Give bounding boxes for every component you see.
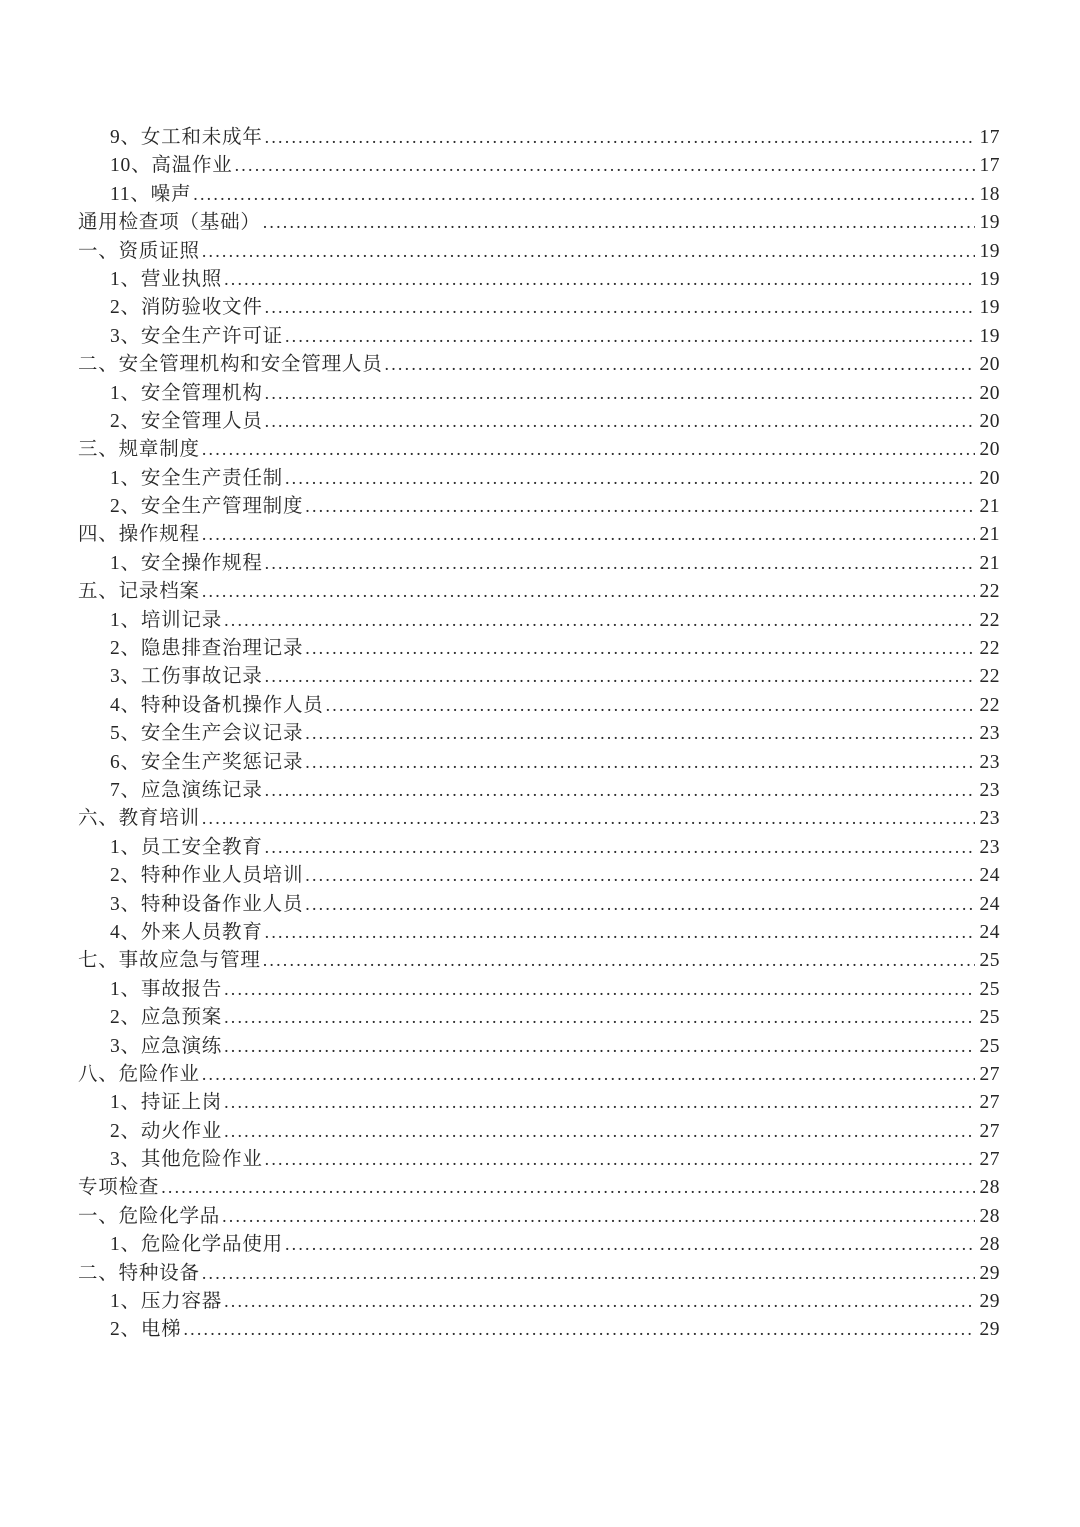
toc-entry bbox=[78, 492, 1000, 520]
toc-entry-page: 25 bbox=[979, 1035, 1000, 1057]
dot-leader bbox=[305, 748, 974, 776]
toc-entry-page: 17 bbox=[979, 155, 1000, 177]
dot-leader bbox=[265, 123, 975, 151]
toc-entry-page: 23 bbox=[979, 779, 1000, 801]
dot-leader bbox=[193, 180, 974, 208]
dot-leader bbox=[235, 151, 975, 179]
toc-entry-label: 1、安全生产责任制 bbox=[110, 467, 283, 489]
toc-entry bbox=[78, 634, 1000, 662]
toc-entry bbox=[78, 237, 1000, 265]
toc-entry bbox=[78, 435, 1000, 463]
toc-entry-page: 21 bbox=[979, 524, 1000, 546]
toc-entry bbox=[78, 662, 1000, 690]
toc-entry bbox=[78, 946, 1000, 974]
dot-leader bbox=[265, 407, 975, 435]
toc-entry-label: 三、规章制度 bbox=[78, 439, 200, 461]
toc-entry-label: 二、安全管理机构和安全管理人员 bbox=[78, 354, 383, 376]
toc-entry-page: 27 bbox=[979, 1092, 1000, 1114]
toc-entry-label: 2、隐患排查治理记录 bbox=[110, 638, 304, 660]
toc-entry-label: 2、安全管理人员 bbox=[110, 410, 263, 432]
toc-entry bbox=[78, 123, 1000, 151]
toc-entry-page: 27 bbox=[979, 1149, 1000, 1171]
toc-entry-label: 1、事故报告 bbox=[110, 978, 223, 1000]
dot-leader bbox=[224, 1088, 974, 1116]
toc-entry-label: 六、教育培训 bbox=[78, 808, 200, 830]
toc-entry bbox=[78, 407, 1000, 435]
toc-entry-label: 七、事故应急与管理 bbox=[78, 950, 261, 972]
toc-entry bbox=[78, 464, 1000, 492]
toc-entry-label: 11、噪声 bbox=[110, 183, 192, 205]
toc-entry-page: 24 bbox=[979, 921, 1000, 943]
dot-leader bbox=[285, 464, 975, 492]
toc-entry bbox=[78, 208, 1000, 236]
dot-leader bbox=[224, 1287, 974, 1315]
dot-leader bbox=[202, 435, 975, 463]
toc-entry bbox=[78, 1145, 1000, 1173]
toc-entry-page: 20 bbox=[979, 382, 1000, 404]
toc-entry-page: 19 bbox=[979, 268, 1000, 290]
toc-entry-page: 20 bbox=[979, 410, 1000, 432]
toc-entry-label: 五、记录档案 bbox=[78, 581, 200, 603]
dot-leader bbox=[305, 719, 974, 747]
toc-entry-page: 21 bbox=[979, 552, 1000, 574]
toc-entry bbox=[78, 180, 1000, 208]
dot-leader bbox=[305, 861, 974, 889]
toc-entry-label: 2、应急预案 bbox=[110, 1007, 223, 1029]
toc-entry-label: 一、资质证照 bbox=[78, 240, 200, 262]
toc-entry-label: 3、其他危险作业 bbox=[110, 1149, 263, 1171]
toc-entry bbox=[78, 776, 1000, 804]
dot-leader bbox=[285, 1230, 975, 1258]
toc-entry-page: 25 bbox=[979, 978, 1000, 1000]
toc-entry bbox=[78, 1003, 1000, 1031]
toc-entry-page: 19 bbox=[979, 297, 1000, 319]
toc-entry-label: 1、安全管理机构 bbox=[110, 382, 263, 404]
toc-entry bbox=[78, 1173, 1000, 1201]
toc-entry-page: 23 bbox=[979, 751, 1000, 773]
toc-entry bbox=[78, 549, 1000, 577]
toc-entry-page: 22 bbox=[979, 638, 1000, 660]
toc-entry-label: 2、电梯 bbox=[110, 1319, 182, 1341]
dot-leader bbox=[263, 946, 975, 974]
toc-entry bbox=[78, 1230, 1000, 1258]
toc-entry bbox=[78, 1060, 1000, 1088]
dot-leader bbox=[202, 1259, 975, 1287]
dot-leader bbox=[265, 379, 975, 407]
toc-entry-page: 29 bbox=[979, 1291, 1000, 1313]
dot-leader bbox=[385, 350, 975, 378]
dot-leader bbox=[224, 606, 974, 634]
toc-entry-page: 20 bbox=[979, 439, 1000, 461]
toc-entry-label: 1、员工安全教育 bbox=[110, 836, 263, 858]
dot-leader bbox=[263, 208, 975, 236]
toc-entry-page: 28 bbox=[979, 1205, 1000, 1227]
toc-entry-label: 9、女工和未成年 bbox=[110, 127, 263, 148]
dot-leader bbox=[265, 662, 975, 690]
toc-entry bbox=[78, 606, 1000, 634]
toc-entry bbox=[78, 350, 1000, 378]
toc-entry bbox=[78, 890, 1000, 918]
toc-entry bbox=[78, 1088, 1000, 1116]
toc-entry-page: 23 bbox=[979, 723, 1000, 745]
toc-entry-label: 2、消防验收文件 bbox=[110, 297, 263, 319]
toc-entry-page: 28 bbox=[979, 1234, 1000, 1256]
toc-entry-label: 1、安全操作规程 bbox=[110, 552, 263, 574]
toc-entry-page: 22 bbox=[979, 609, 1000, 631]
dot-leader bbox=[224, 1117, 974, 1145]
toc-entry-label: 2、动火作业 bbox=[110, 1120, 223, 1142]
toc-entry bbox=[78, 520, 1000, 548]
toc-entry-page: 24 bbox=[979, 865, 1000, 887]
dot-leader bbox=[222, 1202, 974, 1230]
toc-entry-label: 专项检查 bbox=[78, 1177, 160, 1199]
toc-entry bbox=[78, 1287, 1000, 1315]
toc-entry-label: 八、危险作业 bbox=[78, 1063, 200, 1085]
toc-entry-page: 29 bbox=[979, 1319, 1000, 1341]
dot-leader bbox=[202, 804, 975, 832]
toc-entry bbox=[78, 151, 1000, 179]
toc-entry-label: 1、危险化学品使用 bbox=[110, 1234, 283, 1256]
toc-entry-page: 22 bbox=[979, 581, 1000, 603]
dot-leader bbox=[265, 1145, 975, 1173]
toc-entry-page: 24 bbox=[979, 893, 1000, 915]
toc-entry bbox=[78, 918, 1000, 946]
dot-leader bbox=[265, 918, 975, 946]
toc-entry-label: 3、安全生产许可证 bbox=[110, 325, 283, 347]
toc-entry-page: 21 bbox=[979, 496, 1000, 518]
dot-leader bbox=[224, 1032, 974, 1060]
toc-entry bbox=[78, 975, 1000, 1003]
toc-entry-page: 22 bbox=[979, 666, 1000, 688]
dot-leader bbox=[202, 1060, 975, 1088]
toc-entry bbox=[78, 322, 1000, 350]
dot-leader bbox=[265, 293, 975, 321]
dot-leader bbox=[326, 691, 975, 719]
dot-leader bbox=[202, 520, 975, 548]
toc-entry-page: 28 bbox=[979, 1177, 1000, 1199]
dot-leader bbox=[285, 322, 975, 350]
toc-entry-label: 一、危险化学品 bbox=[78, 1205, 221, 1227]
dot-leader bbox=[305, 634, 974, 662]
toc-entry-page: 27 bbox=[979, 1120, 1000, 1142]
toc-entry-label: 1、培训记录 bbox=[110, 609, 223, 631]
toc-entry-label: 2、安全生产管理制度 bbox=[110, 496, 304, 518]
dot-leader bbox=[224, 265, 974, 293]
toc-entry-label: 10、高温作业 bbox=[110, 155, 233, 177]
toc-entry-label: 5、安全生产会议记录 bbox=[110, 723, 304, 745]
dot-leader bbox=[224, 1003, 974, 1031]
toc-entry-page: 23 bbox=[979, 808, 1000, 830]
toc-entry-label: 3、应急演练 bbox=[110, 1035, 223, 1057]
dot-leader bbox=[305, 492, 974, 520]
toc-entry-page: 27 bbox=[979, 1063, 1000, 1085]
toc-entry bbox=[78, 804, 1000, 832]
toc-entry-label: 1、营业执照 bbox=[110, 268, 223, 290]
dot-leader bbox=[202, 577, 975, 605]
toc-entry-page: 19 bbox=[979, 212, 1000, 234]
dot-leader bbox=[265, 833, 975, 861]
toc-entry-label: 4、外来人员教育 bbox=[110, 921, 263, 943]
toc-entry bbox=[78, 577, 1000, 605]
toc-entry-page: 23 bbox=[979, 836, 1000, 858]
dot-leader bbox=[183, 1315, 974, 1343]
toc-entry-label: 3、特种设备作业人员 bbox=[110, 893, 304, 915]
toc-entry-label: 1、持证上岗 bbox=[110, 1092, 223, 1114]
toc-entry-page: 20 bbox=[979, 467, 1000, 489]
dot-leader bbox=[161, 1173, 974, 1201]
toc-entry-page: 17 bbox=[979, 127, 1000, 148]
toc-entry bbox=[78, 833, 1000, 861]
toc-entry-label: 2、特种作业人员培训 bbox=[110, 865, 304, 887]
toc-entry-page: 25 bbox=[979, 950, 1000, 972]
toc-entry bbox=[78, 1315, 1000, 1343]
toc-entry-page: 22 bbox=[979, 694, 1000, 716]
toc-entry bbox=[78, 1032, 1000, 1060]
toc-entry-page: 19 bbox=[979, 240, 1000, 262]
toc-entry-page: 20 bbox=[979, 354, 1000, 376]
toc-entry bbox=[78, 1259, 1000, 1287]
toc-entry bbox=[78, 379, 1000, 407]
toc-entry-page: 25 bbox=[979, 1007, 1000, 1029]
toc-entry-label: 4、特种设备机操作人员 bbox=[110, 694, 324, 716]
dot-leader bbox=[224, 975, 974, 1003]
dot-leader bbox=[265, 549, 975, 577]
toc-entry-label: 6、安全生产奖惩记录 bbox=[110, 751, 304, 773]
toc-entry bbox=[78, 1202, 1000, 1230]
toc-entry-label: 四、操作规程 bbox=[78, 524, 200, 546]
table-of-contents bbox=[78, 123, 1000, 1344]
toc-entry-page: 29 bbox=[979, 1262, 1000, 1284]
toc-entry-page: 18 bbox=[979, 183, 1000, 205]
toc-entry-label: 3、工伤事故记录 bbox=[110, 666, 263, 688]
dot-leader bbox=[305, 890, 974, 918]
toc-entry-label: 二、特种设备 bbox=[78, 1262, 200, 1284]
toc-entry bbox=[78, 1117, 1000, 1145]
toc-entry-label: 7、应急演练记录 bbox=[110, 779, 263, 801]
toc-entry-page: 19 bbox=[979, 325, 1000, 347]
toc-entry bbox=[78, 748, 1000, 776]
dot-leader bbox=[202, 237, 975, 265]
toc-entry bbox=[78, 265, 1000, 293]
toc-entry-label: 1、压力容器 bbox=[110, 1291, 223, 1313]
toc-entry bbox=[78, 861, 1000, 889]
toc-entry-label: 通用检查项（基础） bbox=[78, 212, 261, 234]
dot-leader bbox=[265, 776, 975, 804]
toc-entry bbox=[78, 293, 1000, 321]
toc-entry bbox=[78, 691, 1000, 719]
toc-entry bbox=[78, 719, 1000, 747]
